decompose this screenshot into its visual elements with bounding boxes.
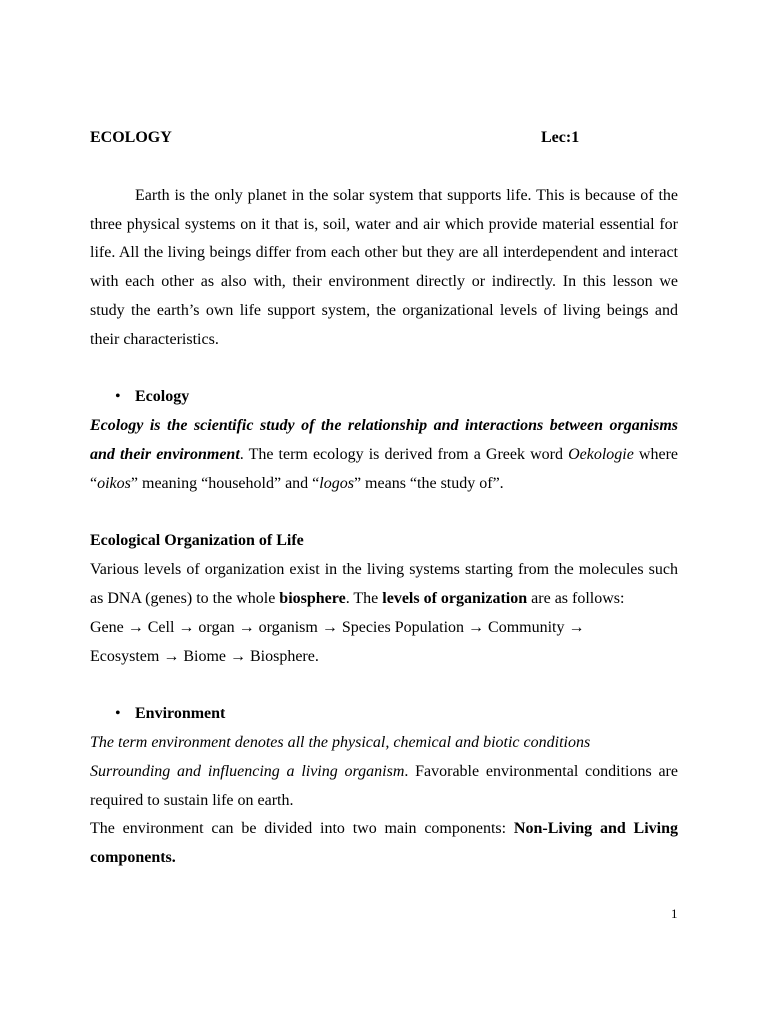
- environment-heading: Environment: [135, 705, 226, 723]
- oikos-word: oikos: [97, 474, 131, 492]
- components-bold: Non-Living and Living components.: [90, 820, 679, 867]
- spacer: [90, 153, 678, 182]
- components-text: The environment can be divided into two main components:: [90, 820, 514, 838]
- biosphere-term: biosphere: [279, 589, 346, 607]
- organization-text-mid: . The: [345, 589, 383, 607]
- document-title: ECOLOGY: [90, 129, 172, 146]
- environment-definition-paragraph: [90, 758, 678, 816]
- components-paragraph: [90, 815, 678, 873]
- ecology-definition-paragraph: [90, 412, 678, 498]
- logos-word: logos: [319, 474, 354, 492]
- bullet-icon: •: [115, 705, 121, 723]
- where-text: where “: [90, 445, 679, 492]
- document-page: [90, 124, 678, 873]
- organization-text-start: Various levels of organization exist in the living systems starting from the molecules such as DNA (genes) to the whole: [90, 561, 678, 607]
- hierarchy-line-1: Gene → Cell → organ → organism → Species Population → Community →: [90, 618, 585, 636]
- spacer: [90, 499, 678, 528]
- ecology-heading: Ecology: [135, 388, 190, 406]
- environment-conditions-text: . Favorable environmental conditions are required to sustain life on earth.: [90, 762, 678, 809]
- environment-definition-line-1: The term environment denotes all the physical, chemical and biotic conditions: [90, 733, 591, 751]
- ecology-definition: Ecology is the scientific study of the relationship and interactions between organisms and their environment: [90, 417, 678, 463]
- page-number: 1: [671, 906, 678, 921]
- spacer: [90, 355, 678, 384]
- ecology-derivation-text: . The term ecology is derived from a Greek word: [239, 445, 569, 463]
- environment-definition-line-2: Surrounding and influencing a living organism: [90, 762, 405, 780]
- environment-bullet-heading: [90, 700, 678, 729]
- ecology-bullet-heading: [90, 383, 678, 412]
- organization-paragraph: [90, 556, 678, 614]
- document-header: [90, 124, 678, 153]
- oikos-meaning: ” meaning “household” and “: [130, 474, 320, 492]
- organization-text-end: are as follows:: [527, 589, 625, 607]
- hierarchy-line-2: Ecosystem → Biome → Biosphere.: [90, 647, 319, 665]
- organization-heading: Ecological Organization of Life: [90, 532, 304, 550]
- spacer: [90, 671, 678, 700]
- bullet-icon: •: [115, 388, 121, 406]
- greek-word: Oekologie: [568, 445, 634, 463]
- lecture-number: Lec:1: [541, 129, 580, 146]
- levels-term: levels of organization: [382, 589, 528, 607]
- logos-meaning: ” means “the study of”.: [353, 474, 504, 492]
- intro-paragraph: Earth is the only planet in the solar system that supports life. This is because of the three physical systems on it that is, soil, water and air which provide material essential for life. All the living beings differ from each other but they are all interdependent and interact with each other as also with, their environment directly or indirectly. In this lesson we study the earth’s own life support system, the organizational levels of living beings and their characteristics.: [90, 186, 678, 348]
